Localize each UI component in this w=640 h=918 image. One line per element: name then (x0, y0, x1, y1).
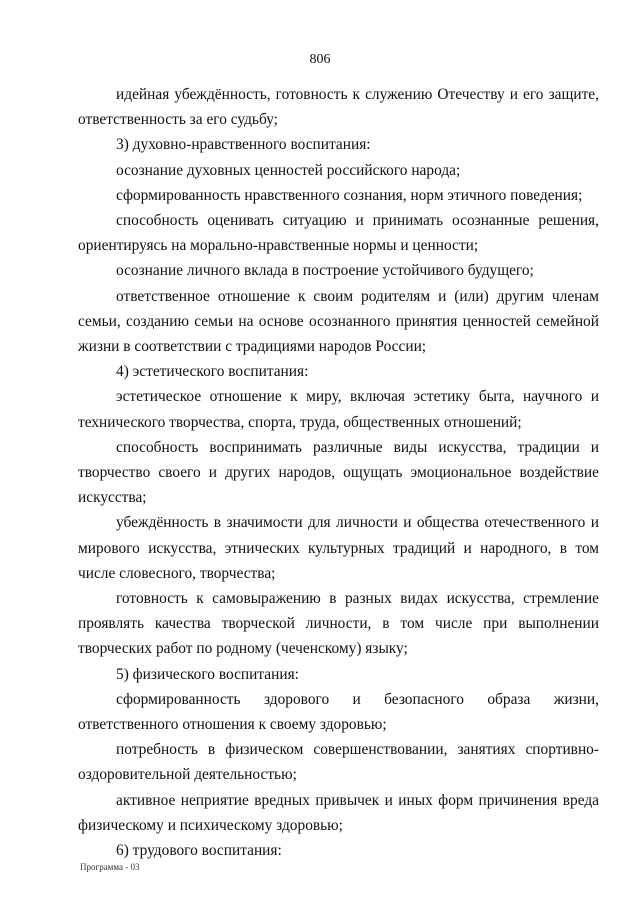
paragraph: способность оценивать ситуацию и принимать осознанные решения, ориентируясь на морально-нравственные нормы и ценности; (78, 212, 599, 255)
paragraph: ответственное отношение к своим родителям и (или) другим членам семьи, созданию семьи на основе осознанного принятия ценностей семейной жизни в соответствии с традициями народов России; (78, 287, 599, 356)
paragraph: сформированность здорового и безопасного образа жизни, ответственного отношения к своему здоровью; (78, 690, 599, 734)
paragraph: осознание духовных ценностей российского народа; (116, 161, 461, 179)
paragraph: способность воспринимать различные виды искусства, традиции и творчество своего и других народов, ощущать эмоциональное воздействие искусства; (78, 438, 599, 507)
paragraph: убеждённость в значимости для личности и общества отечественного и мирового искусства, этнических культурных традиций и народного, в том числе словесного, творчества; (78, 514, 599, 582)
paragraph: активное неприятие вредных привычек и иных форм причинения вреда физическому и психическому здоровью; (78, 791, 599, 834)
section-heading: 3) духовно-нравственного воспитания: (116, 136, 371, 154)
footer-label: Программа - 03 (80, 862, 140, 872)
section-heading: 4) эстетического воспитания: (116, 363, 309, 381)
paragraph: идейная убеждённость, готовность к служению Отечеству и его защите, ответственность за его судьбу; (78, 86, 599, 129)
section-heading: 6) трудового воспитания: (116, 842, 282, 860)
page-number: 806 (309, 52, 331, 67)
paragraph: осознание личного вклада в построение устойчивого будущего; (116, 262, 534, 280)
paragraph: сформированность нравственного сознания, норм этичного поведения; (116, 186, 583, 204)
document-body (78, 82, 599, 863)
section-heading: 5) физического воспитания: (116, 665, 299, 683)
paragraph: эстетическое отношение к миру, включая эстетику быта, научного и технического творчества, спорта, труда, общественных отношений; (78, 388, 599, 431)
paragraph: потребность в физическом совершенствовании, занятиях спортивно-оздоровительной деятельностью; (78, 741, 599, 784)
paragraph: готовность к самовыражению в разных видах искусства, стремление проявлять качества творческой личности, в том числе при выполнении творческих работ по родному (чеченскому) языку; (78, 590, 599, 658)
